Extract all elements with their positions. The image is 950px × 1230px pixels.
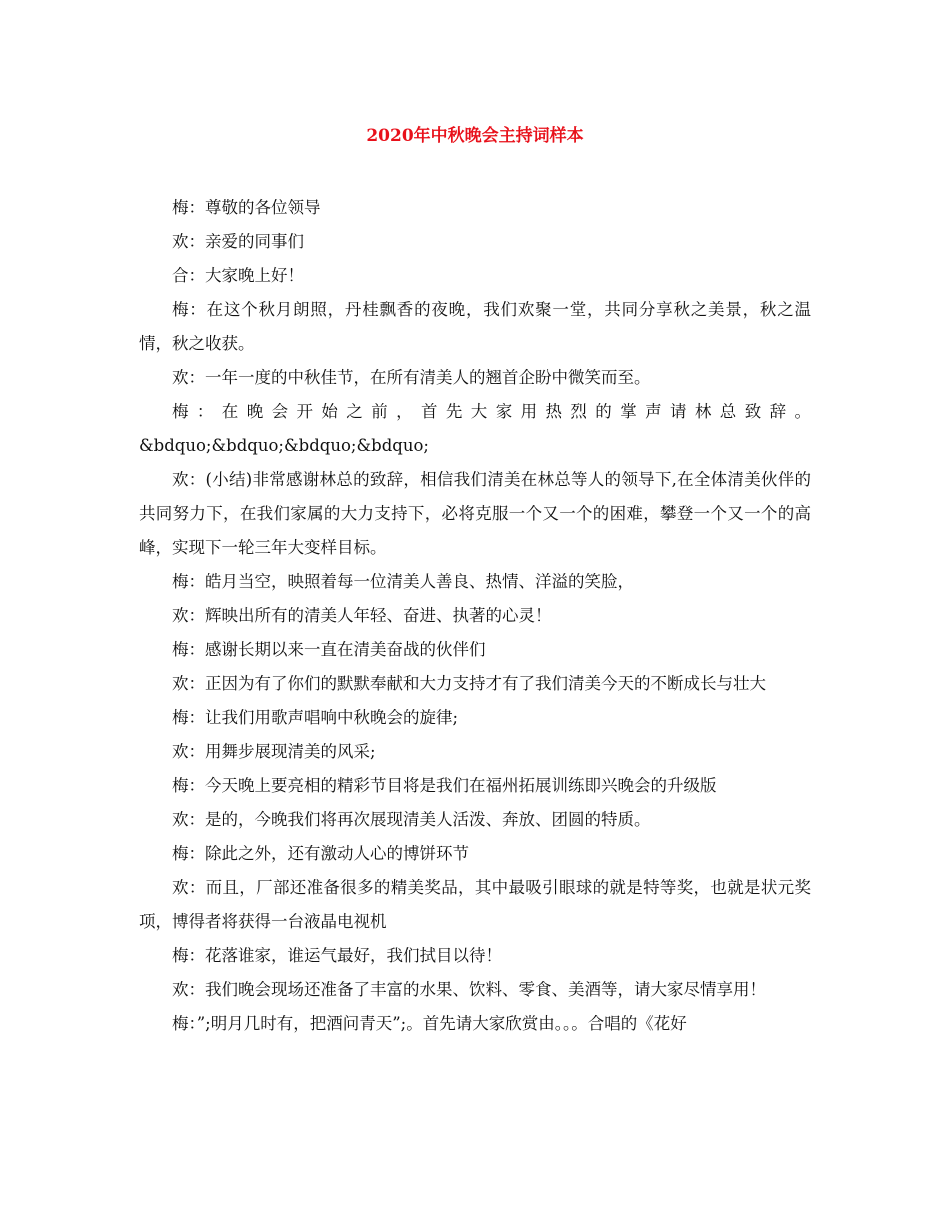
paragraph: 欢：是的，今晚我们将再次展现清美人活泼、奔放、团圆的特质。 [172,810,651,829]
paragraph: 欢：(小结)非常感谢林总的致辞，相信我们清美在林总等人的领导下,在全体清美伙伴的共同努力下，在我们家属的大力支持下，必将克服一个又一个的困难，攀登一个又一个的高峰，实现下一轮三年大变样目标。 [139,470,811,557]
paragraph: 欢：辉映出所有的清美人年轻、奋进、执著的心灵！ [172,606,552,625]
paragraph: 欢：正因为有了你们的默默奉献和大力支持才有了我们清美今天的不断成长与壮大 [172,674,766,693]
document-title: 2020年中秋晚会主持词样本 [366,126,584,146]
paragraph: 梅：让我们用歌声唱响中秋晚会的旋律; [172,708,459,727]
document-body [139,191,811,1041]
paragraph: 梅：在这个秋月朗照，丹桂飘香的夜晚，我们欢聚一堂，共同分享秋之美景，秋之温情，秋之收获。 [139,300,811,353]
paragraph: 欢：我们晚会现场还准备了丰富的水果、饮料、零食、美酒等，请大家尽情享用！ [172,980,766,999]
paragraph: 梅：在晚会开始之前，首先大家用热烈的掌声请林总致辞。&bdquo;&bdquo;&bdquo;&bdquo; [139,402,811,455]
paragraph: 梅：皓月当空，映照着每一位清美人善良、热情、洋溢的笑脸， [172,572,634,591]
paragraph: 欢：亲爱的同事们 [172,232,304,251]
paragraph: 梅：今天晚上要亮相的精彩节目将是我们在福州拓展训练即兴晚会的升级版 [172,776,717,795]
paragraph: 欢：而且，厂部还准备很多的精美奖品，其中最吸引眼球的就是特等奖，也就是状元奖项，博得者将获得一台液晶电视机 [139,878,811,931]
paragraph: 梅：除此之外，还有激动人心的博饼环节 [172,844,469,863]
paragraph: 梅：”;明月几时有，把酒问青天”;。首先请大家欣赏由。。。合唱的《花好 [172,1014,687,1033]
paragraph: 合：大家晚上好！ [172,266,304,285]
paragraph: 梅：感谢长期以来一直在清美奋战的伙伴们 [172,640,486,659]
paragraph: 梅：花落谁家，谁运气最好，我们拭目以待！ [172,946,502,965]
paragraph: 欢：用舞步展现清美的风采; [172,742,376,761]
paragraph: 欢：一年一度的中秋佳节，在所有清美人的翘首企盼中微笑而至。 [172,368,651,387]
paragraph: 梅：尊敬的各位领导 [172,198,321,217]
